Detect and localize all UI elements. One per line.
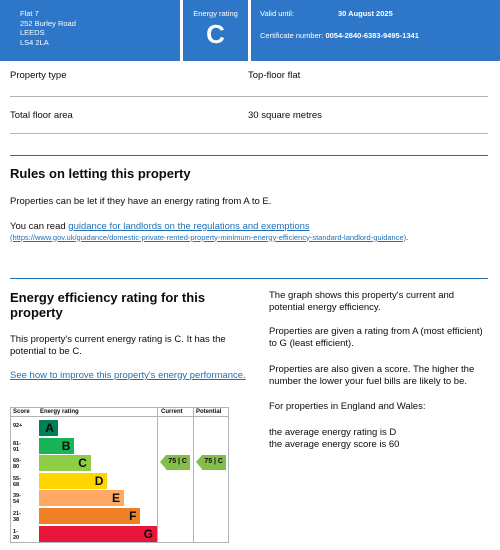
band-letter: D — [94, 473, 104, 488]
property-type-label: Property type — [10, 70, 67, 81]
band-bar — [39, 420, 58, 436]
divider — [10, 96, 488, 97]
band-score-range: 1-20 — [13, 528, 20, 541]
graph-header — [11, 408, 228, 417]
efficiency-heading: Energy efficiency rating for this property — [10, 290, 206, 320]
guidance-prefix: You can read — [10, 221, 69, 232]
band-letter: B — [61, 438, 71, 453]
band-letter: E — [111, 491, 120, 506]
letting-rules-heading: Rules on letting this property — [10, 166, 191, 181]
band-bar — [39, 490, 124, 506]
band-score-range: 69-80 — [13, 458, 21, 471]
landlord-guidance-link[interactable]: guidance for landlords on the regulations and exemptions — [68, 221, 310, 232]
column-divider — [193, 408, 194, 542]
band-score-range: 92+ — [13, 423, 23, 429]
band-bar — [39, 455, 91, 471]
band-score-range: 55-68 — [13, 475, 21, 488]
england-wales-intro: For properties in England and Wales: — [269, 401, 426, 412]
score-explanation: Properties are also given a score. The higher the number the lower your fuel bills are likely to be. — [269, 364, 475, 387]
address-line: LEEDS — [20, 28, 45, 37]
band-score-range: 39-54 — [13, 493, 21, 506]
energy-rating-graph — [10, 407, 229, 543]
band-bar — [39, 438, 74, 454]
improve-performance-link[interactable]: See how to improve this property's energy performance. — [10, 370, 246, 381]
energy-rating-letter: C — [206, 19, 225, 49]
band-letter: C — [78, 456, 87, 471]
address-line: LS4 2LA — [20, 37, 49, 47]
floor-area-value: 30 square metres — [248, 110, 322, 121]
letting-guidance-paragraph — [10, 221, 480, 243]
landlord-guidance-url[interactable]: (https://www.gov.uk/guidance/domestic-private-rented-property-minimum-energy-efficiency-standard-landlord-guidance). — [10, 232, 409, 242]
column-divider — [157, 408, 158, 542]
energy-rating-box — [183, 0, 248, 61]
band-letter: A — [45, 421, 54, 435]
energy-rating-label: Energy rating — [193, 9, 238, 18]
pointer-label: 75 | C — [202, 455, 226, 470]
address-block — [0, 0, 180, 61]
band-bar — [39, 473, 107, 489]
floor-area-label: Total floor area — [10, 110, 73, 121]
section-divider — [10, 278, 488, 279]
certificate-meta — [251, 0, 500, 61]
rating-scale-explanation: Properties are given a rating from A (most efficient) to G (least efficient). — [269, 326, 483, 349]
current-rating-pointer — [160, 455, 190, 470]
average-score-text: the average energy score is 60 — [269, 439, 400, 450]
band-bar — [39, 526, 157, 542]
current-column-header: Current — [161, 409, 183, 415]
average-rating-text: the average energy rating is D — [269, 427, 397, 438]
valid-until-label: Valid until: — [260, 9, 295, 18]
rating-column-header: Energy rating — [40, 409, 79, 415]
property-type-value: Top-floor flat — [248, 70, 301, 81]
divider — [10, 133, 488, 134]
band-bar — [39, 508, 140, 524]
band-score-range: 81-91 — [13, 440, 21, 453]
certificate-header — [0, 0, 500, 61]
letting-rules-text: Properties can be let if they have an energy rating from A to E. — [10, 196, 272, 207]
score-column-header: Score — [13, 409, 30, 415]
address-line: Flat 7 — [20, 9, 39, 18]
current-rating-text: This property's current energy rating is C. It has the potential to be C. — [10, 334, 226, 357]
certificate-number-value: 0054-2840-6383-9495-1341 — [325, 31, 419, 40]
address-line: 252 Burley Road — [20, 18, 76, 28]
graph-explanation: The graph shows this property's current and potential energy efficiency. — [269, 290, 455, 313]
potential-rating-pointer — [196, 455, 226, 470]
pointer-label: 75 | C — [166, 455, 190, 470]
valid-until-value: 30 August 2025 — [338, 9, 393, 18]
band-score-range: 21-38 — [13, 511, 21, 523]
band-letter: F — [129, 509, 137, 523]
potential-column-header: Potential — [196, 409, 222, 415]
certificate-number-label: Certificate number: — [260, 31, 324, 40]
section-divider — [10, 155, 488, 156]
band-letter: G — [143, 526, 153, 541]
